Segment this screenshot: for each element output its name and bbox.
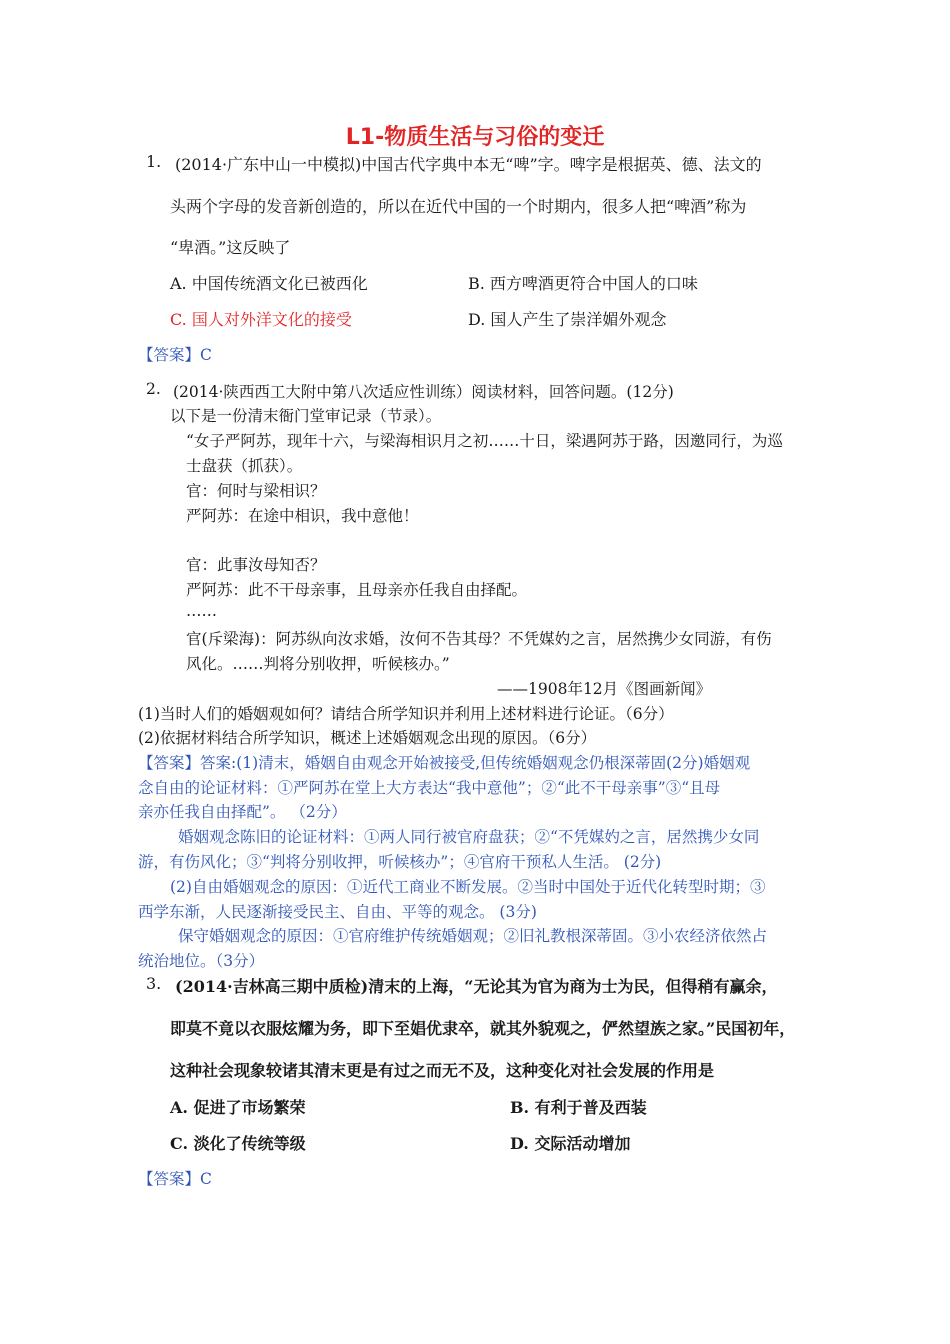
q2-material-line9: 风化。……判将分别收押，听候核办。” xyxy=(186,655,450,673)
q3-stem-line3: 这种社会现象较诸其清末更是有过之而无不及，这种变化对社会发展的作用是 xyxy=(170,1061,715,1080)
q1-answer-value: C xyxy=(200,346,212,364)
q3-option-b: B. 有利于普及西装 xyxy=(510,1098,647,1117)
q1-number: 1. xyxy=(146,152,162,171)
q1-option-a: A. 中国传统酒文化已被西化 xyxy=(170,274,368,293)
q2-subquestion-2: (2)依据材料结合所学知识，概述上述婚姻观念出现的原因。（6分） xyxy=(138,729,597,747)
q2-material-line2: 士盘获（抓获）。 xyxy=(186,457,303,475)
q2-answer-line5: 游，有伤风化；③“判将分别收押，听候核办”；④官府干预私人生活。 (2分) xyxy=(138,853,662,871)
q2-number: 2. xyxy=(146,380,161,398)
q2-answer-line6: (2)自由婚姻观念的原因：①近代工商业不断发展。②当时中国处于近代化转型时期；③ xyxy=(170,878,766,896)
q2-answer-line3: 亲亦任我自由择配”。 （2分） xyxy=(138,803,347,821)
q1-option-b: B. 西方啤酒更符合中国人的口味 xyxy=(468,274,698,293)
q2-answer-line9: 统治地位。（3分） xyxy=(138,952,265,970)
q1-answer xyxy=(138,343,212,365)
q2-answer-line4: 婚姻观念陈旧的论证材料：①两人同行被官府盘获；②“不凭媒妁之言，居然携少女同 xyxy=(178,828,760,846)
q3-option-d: D. 交际活动增加 xyxy=(510,1134,631,1153)
q2-material-line7: …… xyxy=(186,602,217,620)
q3-number: 3. xyxy=(146,974,162,993)
q3-stem-line1: (2014·吉林高三期中质检)清末的上海，“无论其为官为商为士为民，但得稍有赢余， xyxy=(175,977,778,996)
q2-answer-line2: 念自由的论证材料：①严阿苏在堂上大方表达“我中意他”；②“此不干母亲事”③“且母 xyxy=(138,779,721,797)
q2-subquestion-1: (1)当时人们的婚姻观如何？请结合所学知识并利用上述材料进行论证。（6分） xyxy=(138,705,674,723)
q2-material-line3: 官：何时与梁相识？ xyxy=(186,482,326,500)
q1-stem-line1: (2014·广东中山一中模拟)中国古代字典中本无“啤”字。啤字是根据英、德、法文的 xyxy=(175,155,762,174)
q1-option-c: C. 国人对外洋文化的接受 xyxy=(170,310,352,329)
q2-answer-line7: 西学东渐，人民逐渐接受民主、自由、平等的观念。 (3分) xyxy=(138,903,537,921)
q2-source: ——1908年12月《图画新闻》 xyxy=(497,680,712,698)
q2-material-line6: 严阿苏：此不干母亲事，且母亲亦任我自由择配。 xyxy=(186,581,528,599)
q1-stem-line3: “卑酒。”这反映了 xyxy=(170,238,291,257)
q2-material-line5: 官：此事汝母知否？ xyxy=(186,556,326,574)
q3-stem-line2: 即莫不竟以衣服炫耀为务，即下至娼优隶卒，就其外貌观之，俨然望族之家。”民国初年， xyxy=(170,1019,796,1038)
q1-option-d: D. 国人产生了崇洋媚外观念 xyxy=(468,310,667,329)
q3-answer-label: 【答案】 xyxy=(138,1170,201,1188)
q2-intro: 以下是一份清末衙门堂审记录（节录）。 xyxy=(170,407,442,425)
q3-answer-value: C xyxy=(200,1170,212,1188)
q2-stem-line1: (2014·陕西西工大附中第八次适应性训练）阅读材料，回答问题。(12分) xyxy=(173,383,674,401)
page-title: L1-物质生活与习俗的变迁 xyxy=(345,125,605,150)
q2-material-line8: 官(斥梁海)：阿苏纵向汝求婚，汝何不告其母？不凭媒妁之言，居然携少女同游，有伤 xyxy=(186,630,772,648)
q3-option-a: A. 促进了市场繁荣 xyxy=(170,1098,306,1117)
q2-answer-text-1: 答案:(1)清末，婚姻自由观念开始被接受,但传统婚姻观念仍根深蒂固(2分)婚姻观 xyxy=(200,754,751,772)
q2-answer-line8: 保守婚姻观念的原因：①官府维护传统婚姻观；②旧礼教根深蒂固。③小农经济依然占 xyxy=(178,927,768,945)
q1-answer-label: 【答案】 xyxy=(138,346,201,364)
q2-answer-line1 xyxy=(138,751,750,773)
q2-material-line4: 严阿苏：在途中相识，我中意他！ xyxy=(186,507,419,525)
q2-answer-label: 【答案】 xyxy=(138,754,201,772)
q3-answer xyxy=(138,1167,212,1189)
q1-stem-line2: 头两个字母的发音新创造的，所以在近代中国的一个时期内，很多人把“啤酒”称为 xyxy=(170,197,747,216)
q3-option-c: C. 淡化了传统等级 xyxy=(170,1134,306,1153)
q2-material-line1: “女子严阿苏，现年十六，与梁海相识月之初……十日，梁遇阿苏于路，因邀同行，为巡 xyxy=(186,432,783,450)
